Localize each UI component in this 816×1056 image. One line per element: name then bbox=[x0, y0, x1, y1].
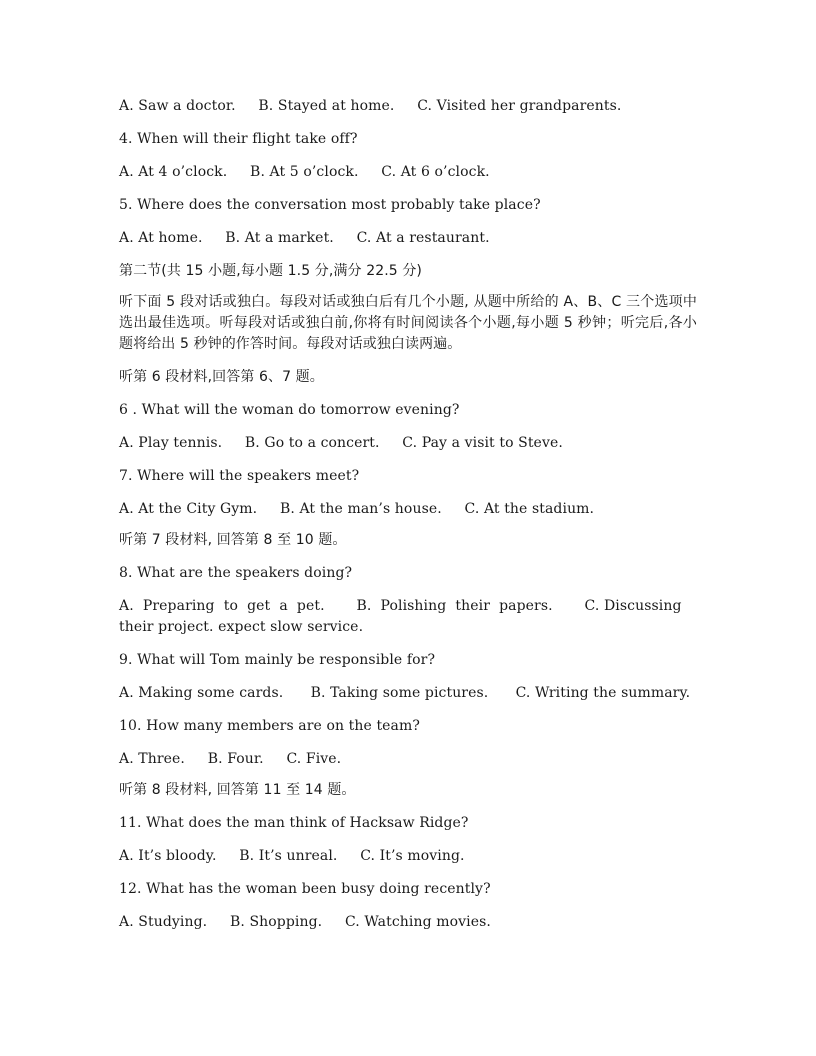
question-9: 9. What will Tom mainly be responsible for? bbox=[119, 652, 436, 668]
answer-options-q7: A. At the City Gym. B. At the man’s house. C. At the stadium. bbox=[119, 501, 595, 517]
answer-options-q9: A. Making some cards. B. Taking some pictures. C. Writing the summary. bbox=[119, 685, 691, 701]
question-6: 6 . What will the woman do tomorrow evening? bbox=[119, 402, 460, 418]
question-8: 8. What are the speakers doing? bbox=[119, 565, 353, 581]
answer-options-q10: A. Three. B. Four. C. Five. bbox=[119, 751, 342, 767]
answer-options-q11: A. It’s bloody. B. It’s unreal. C. It’s moving. bbox=[119, 848, 465, 864]
answer-options-q5: A. At home. B. At a market. C. At a restaurant. bbox=[119, 230, 490, 246]
question-10: 10. How many members are on the team? bbox=[119, 718, 420, 734]
question-11: 11. What does the man think of Hacksaw Ridge? bbox=[119, 815, 469, 831]
answer-options-q3: A. Saw a doctor. B. Stayed at home. C. Visited her grandparents. bbox=[119, 98, 622, 114]
material-7-heading: 听第 7 段材料, 回答第 8 至 10 题。 bbox=[119, 532, 347, 548]
section-heading: 第二节(共 15 小题,每小题 1.5 分,满分 22.5 分) bbox=[119, 263, 422, 279]
answer-options-q8: A. Preparing to get a pet. B. Polishing their papers. C. Discussing their project. expect slow service. bbox=[119, 598, 687, 635]
question-7: 7. Where will the speakers meet? bbox=[119, 468, 360, 484]
material-6-heading: 听第 6 段材料,回答第 6、7 题。 bbox=[119, 369, 324, 385]
answer-options-q6: A. Play tennis. B. Go to a concert. C. Pay a visit to Steve. bbox=[119, 435, 563, 451]
material-8-heading: 听第 8 段材料, 回答第 11 至 14 题。 bbox=[119, 782, 356, 798]
answer-options-q4: A. At 4 o’clock. B. At 5 o’clock. C. At 6 o’clock. bbox=[119, 164, 490, 180]
question-5: 5. Where does the conversation most probably take place? bbox=[119, 197, 541, 213]
section-instructions: 听下面 5 段对话或独白。每段对话或独白后有几个小题, 从题中所给的 A、B、C 三个选项中选出最佳选项。听每段对话或独白前,你将有时间阅读各个小题,每小题 5 秒钟；听完后,各小题将给出 5 秒钟的作答时间。每段对话或独白读两遍。 bbox=[119, 294, 697, 352]
question-12: 12. What has the woman been busy doing recently? bbox=[119, 881, 491, 897]
document-page bbox=[119, 96, 697, 945]
answer-options-q12: A. Studying. B. Shopping. C. Watching movies. bbox=[119, 914, 491, 930]
question-4: 4. When will their flight take off? bbox=[119, 131, 358, 147]
